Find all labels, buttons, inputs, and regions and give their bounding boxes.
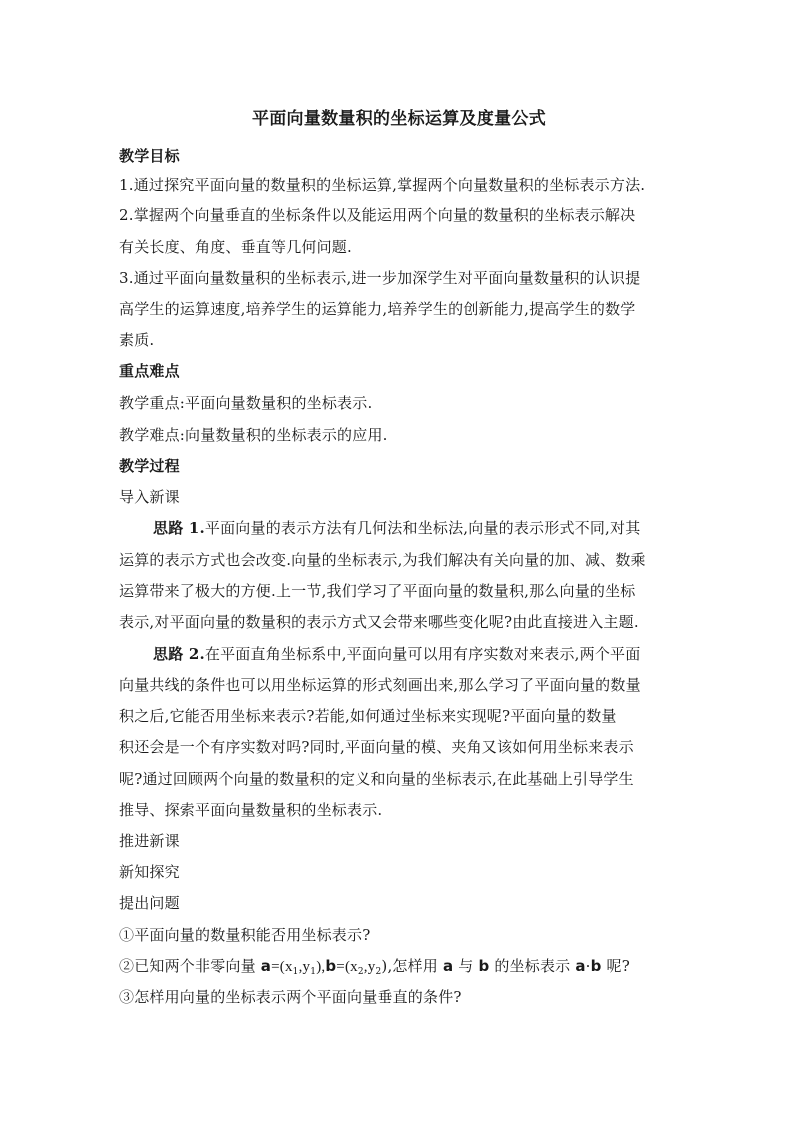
question-2 (119, 956, 630, 982)
q2-a-eq: =(x (271, 959, 293, 975)
q2-a-sub-1: 1 (292, 967, 299, 977)
explore-label: 新知探究 (119, 863, 180, 881)
q2-with: 与 (453, 957, 479, 975)
idea-1-line-4: 表示,对平面向量的数量积的表示方式又会带来哪些变化呢?由此直接进入主题. (119, 613, 639, 631)
idea-2-line-2: 向量共线的条件也可以用坐标运算的形式刻画出来,那么学习了平面向量的数量 (119, 676, 641, 694)
idea-2-line-5: 呢?通过回顾两个向量的数量积的定义和向量的坐标表示,在此基础上引导学生 (119, 770, 634, 788)
q2-suffix-1: 的坐标表示 (489, 957, 576, 975)
questions-heading: 提出问题 (119, 894, 180, 912)
q2-suffix-2: 呢? (601, 957, 630, 975)
idea-2-line-4: 积还会是一个有序实数对吗?同时,平面向量的模、夹角又该如何用坐标来表示 (119, 738, 634, 756)
idea-2-line-1 (153, 644, 640, 664)
q2-b-end: ),怎样用 (381, 957, 443, 975)
idea-1-line-1 (153, 518, 640, 538)
question-3: ③怎样用向量的坐标表示两个平面向量垂直的条件? (119, 988, 462, 1006)
vector-b-symbol: b (325, 957, 337, 975)
q2-a-sub-2: 1 (310, 967, 317, 977)
dot-operator: · (585, 957, 591, 975)
idea-1-label: 思路 1. (153, 519, 205, 537)
goal-3-line-1: 3.通过平面向量数量积的坐标表示,进一步加深学生对平面向量数量积的认识提 (119, 269, 641, 287)
intro-label: 导入新课 (119, 488, 180, 506)
vector-b-symbol-2: b (478, 957, 490, 975)
advance-label: 推进新课 (119, 832, 180, 850)
q2-b-sub-2: 2 (375, 967, 382, 977)
goal-2-line-1: 2.掌握两个向量垂直的坐标条件以及能运用两个向量的数量积的坐标表示解决 (119, 206, 636, 224)
vector-a-symbol-3: a (575, 957, 586, 975)
document-title: 平面向量数量积的坐标运算及度量公式 (251, 109, 547, 129)
idea-2-text: 在平面直角坐标系中,平面向量可以用有序实数对来表示,两个平面 (204, 645, 641, 663)
idea-2-line-6: 推导、探索平面向量数量积的坐标表示. (119, 801, 383, 819)
vector-a-symbol: a (260, 957, 272, 975)
vector-a-symbol-2: a (442, 957, 454, 975)
q2-b-eq: =(x (336, 959, 358, 975)
goal-3-line-3: 素质. (119, 331, 155, 349)
process-heading: 教学过程 (119, 457, 180, 475)
q2-prefix: ②已知两个非零向量 (119, 957, 261, 975)
difficulty-text: 教学难点:向量数量积的坐标表示的应用. (119, 426, 388, 444)
goal-2-line-2: 有关长度、角度、垂直等几何问题. (119, 238, 352, 256)
idea-2-label: 思路 2. (153, 645, 205, 663)
q2-a-end: ), (316, 959, 326, 975)
goal-3-line-2: 高学生的运算速度,培养学生的运算能力,培养学生的创新能力,提高学生的数学 (119, 300, 636, 318)
goal-1: 1.通过探究平面向量的数量积的坐标运算,掌握两个向量数量积的坐标表示方法. (119, 176, 646, 194)
idea-1-line-2: 运算的表示方式也会改变.向量的坐标表示,为我们解决有关向量的加、减、数乘 (119, 551, 646, 569)
q2-b-sub-1: 2 (357, 967, 364, 977)
goals-heading: 教学目标 (119, 147, 180, 165)
keypoints-heading: 重点难点 (119, 362, 180, 380)
idea-2-line-3: 积之后,它能否用坐标来表示?若能,如何通过坐标来实现呢?平面向量的数量 (119, 707, 617, 725)
q2-a-mid: ,y (298, 959, 311, 975)
q2-b-mid: ,y (363, 959, 376, 975)
question-1: ①平面向量的数量积能否用坐标表示? (119, 926, 371, 944)
vector-b-symbol-3: b (590, 957, 602, 975)
idea-1-line-3: 运算带来了极大的方便.上一节,我们学习了平面向量的数量积,那么向量的坐标 (119, 582, 636, 600)
keypoint-text: 教学重点:平面向量数量积的坐标表示. (119, 394, 373, 412)
idea-1-text: 平面向量的表示方法有几何法和坐标法,向量的表示形式不同,对其 (204, 519, 641, 537)
